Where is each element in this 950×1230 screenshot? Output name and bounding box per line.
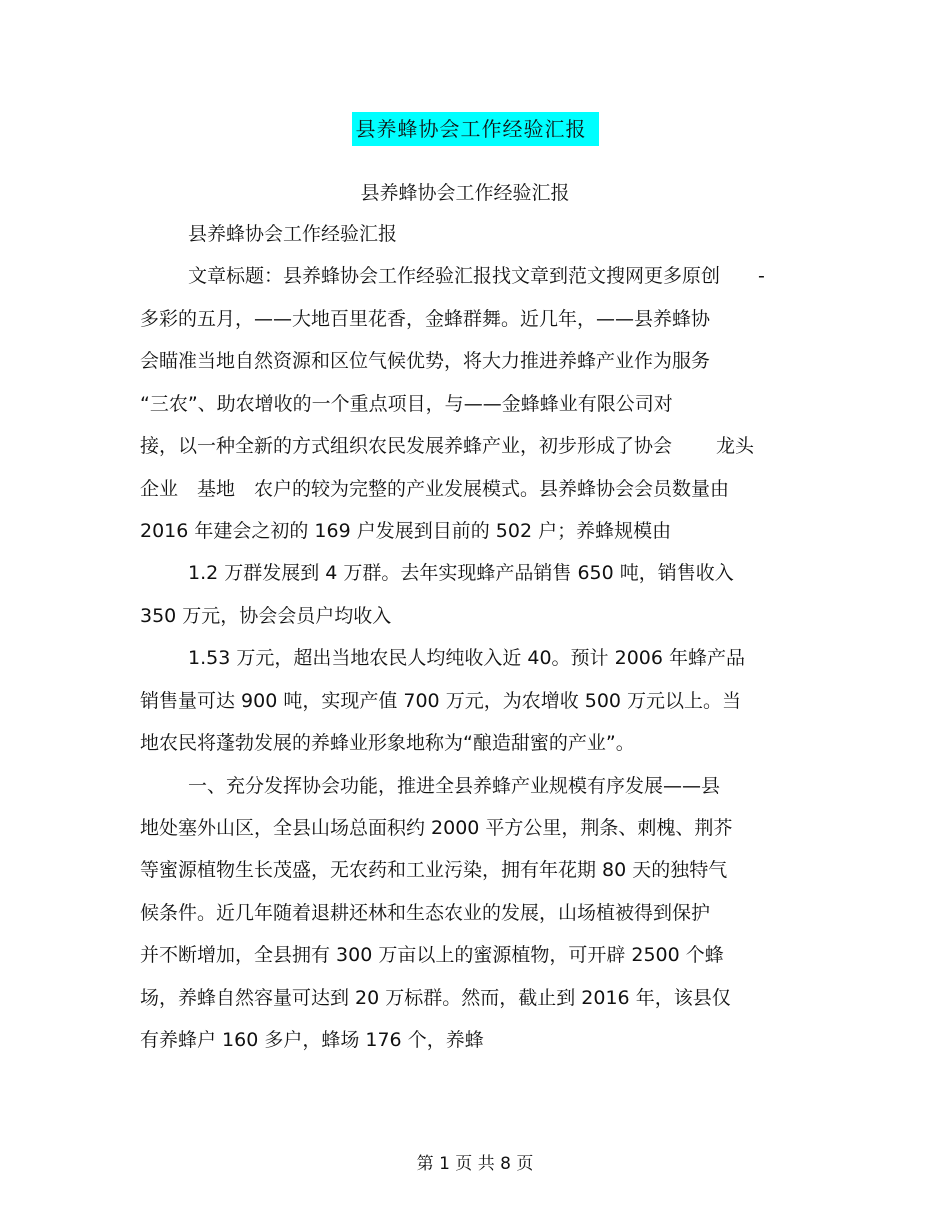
document-heading: 县养蜂协会工作经验汇报 xyxy=(352,112,599,146)
text-line: 多彩的五月，——大地百里花香，金蜂群舞。近几年，——县养蜂协 xyxy=(140,308,711,330)
text-line: 场，养蜂自然容量可达到 20 万标群。然而，截止到 2016 年，该县仅 xyxy=(140,987,731,1009)
text-line: 地农民将蓬勃发展的养蜂业形象地称为“酿造甜蜜的产业”。 xyxy=(140,732,635,754)
text-line: 企业 基地 农户的较为完整的产业发展模式。县养蜂协会会员数量由 xyxy=(140,478,730,500)
text-line: 350 万元，协会会员户均收入 xyxy=(140,605,392,627)
page-footer: 第 1 页 共 8 页 xyxy=(416,1154,534,1174)
text-line: 一、充分发挥协会功能，推进全县养蜂产业规模有序发展——县 xyxy=(188,775,721,797)
text-line: 有养蜂户 160 多户，蜂场 176 个，养蜂 xyxy=(140,1029,484,1051)
text-line: 2016 年建会之初的 169 户发展到目前的 502 户；养蜂规模由 xyxy=(140,520,672,542)
text-line: 候条件。近几年随着退耕还林和生态农业的发展，山场植被得到保护 xyxy=(140,902,711,924)
text-line: 接，以一种全新的方式组织农民发展养蜂产业，初步形成了协会 龙头 xyxy=(140,435,755,457)
text-line: 县养蜂协会工作经验汇报 xyxy=(188,223,398,245)
text-line: 1.2 万群发展到 4 万群。去年实现蜂产品销售 650 吨，销售收入 xyxy=(188,562,734,584)
text-line: “三农”、助农增收的一个重点项目，与——金蜂蜂业有限公司对 xyxy=(140,393,673,415)
text-line: 等蜜源植物生长茂盛，无农药和工业污染，拥有年花期 80 天的独特气 xyxy=(140,859,728,881)
text-line: 1.53 万元，超出当地农民人均纯收入近 40。预计 2006 年蜂产品 xyxy=(188,647,745,669)
document-subtitle: 县养蜂协会工作经验汇报 xyxy=(360,182,570,204)
text-line: 会瞄准当地自然资源和区位气候优势，将大力推进养蜂产业作为服务 xyxy=(140,350,711,372)
heading-container xyxy=(0,112,950,146)
text-line: 地处塞外山区，全县山场总面积约 2000 平方公里，荆条、刺槐、荆芥 xyxy=(140,817,733,839)
text-line: 销售量可达 900 吨，实现产值 700 万元，为农增收 500 万元以上。当 xyxy=(140,690,742,712)
text-line: 并不断增加，全县拥有 300 万亩以上的蜜源植物，可开辟 2500 个蜂 xyxy=(140,944,724,966)
text-line: 文章标题：县养蜂协会工作经验汇报找文章到范文搜网更多原创 - xyxy=(188,265,765,287)
